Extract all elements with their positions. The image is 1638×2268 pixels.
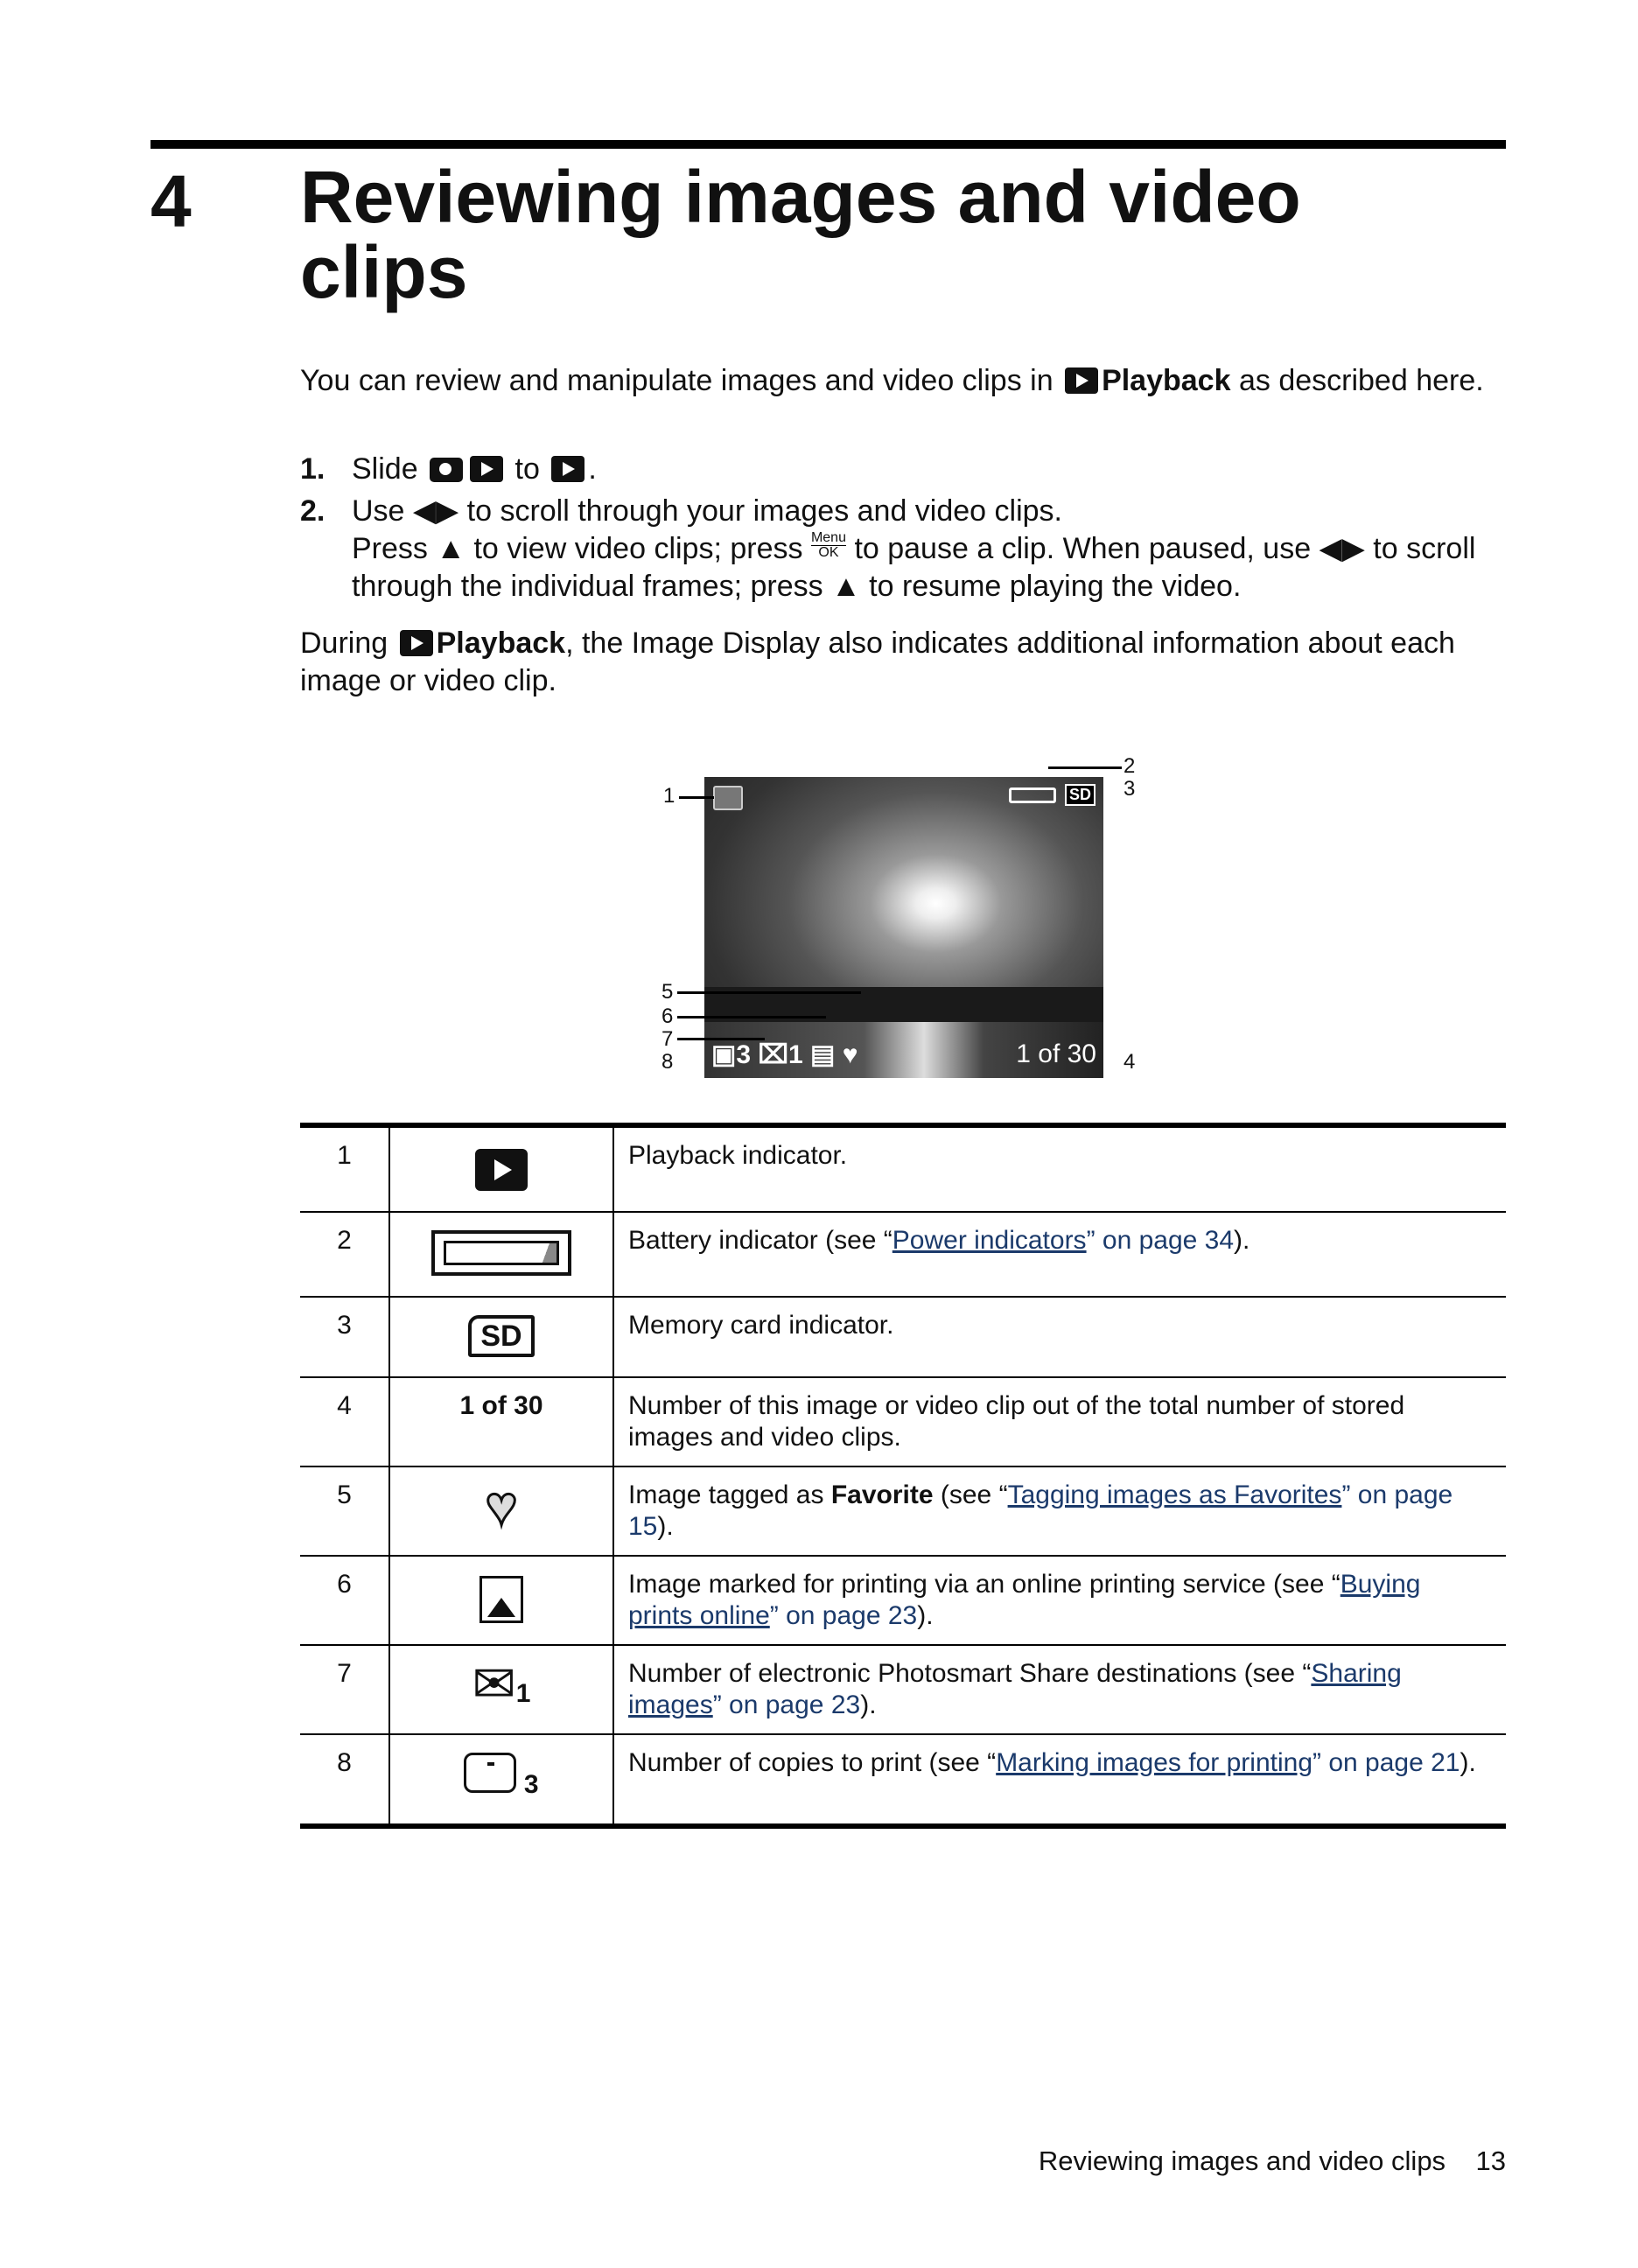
link-page: ” on page 21 (1312, 1748, 1460, 1777)
row-number: 1 (300, 1125, 389, 1212)
callout-4: 4 (1124, 1050, 1136, 1074)
callout-2: 2 (1124, 754, 1136, 778)
table-row (300, 1556, 1506, 1645)
row-description (613, 1212, 1506, 1297)
link-text[interactable]: Buying prints online (628, 1570, 1421, 1630)
step-text: Press ▲ to view video clips; press (352, 532, 803, 565)
step-number: 1. (300, 452, 326, 486)
desc-text: ). (860, 1690, 877, 1719)
online-print-icon (480, 1576, 523, 1623)
row-number: 2 (300, 1212, 389, 1297)
table-row (300, 1125, 1506, 1212)
row-description (613, 1466, 1506, 1556)
row-description: Memory card indicator. (613, 1297, 1506, 1377)
intro-bold: Playback (1102, 364, 1231, 397)
page-title (300, 156, 1525, 313)
table-row (300, 1377, 1506, 1466)
callout-5: 5 (662, 980, 674, 1004)
share-icon: ⌧ (758, 1040, 788, 1069)
link-text[interactable]: Tagging images as Favorites (1007, 1480, 1342, 1509)
step-text-line (352, 530, 1516, 568)
step-1 (300, 451, 325, 488)
during-paragraph (300, 625, 1516, 700)
desc-text: ). (657, 1512, 674, 1541)
callout-3: 3 (1124, 777, 1136, 801)
during-text: During (300, 626, 388, 660)
link-page: ” on page 15 (628, 1480, 1453, 1541)
icon-cell (389, 1645, 613, 1734)
row-number: 4 (300, 1377, 389, 1466)
link-text[interactable]: Marking images for printing (996, 1748, 1313, 1777)
playback-icon (713, 786, 743, 810)
link-page: ” on page 23 (712, 1690, 861, 1719)
step-2-text (352, 493, 1516, 606)
table-row (300, 1466, 1506, 1556)
menu-ok-icon (811, 531, 846, 560)
table-row (300, 1645, 1506, 1734)
camera-display-image (704, 777, 1103, 1078)
row-number: 7 (300, 1645, 389, 1734)
intro-text: as described here. (1238, 364, 1484, 397)
playback-icon (470, 456, 503, 482)
battery-icon (1009, 788, 1056, 803)
callout-1: 1 (663, 784, 676, 808)
desc-text: ). (1234, 1226, 1250, 1255)
printer-icon (464, 1753, 516, 1793)
battery-icon (431, 1230, 571, 1276)
heart-icon: ♥ (485, 1476, 518, 1536)
step-1-text (352, 451, 597, 488)
step-text: to pause a clip. When paused, use ◀▶ to scroll (854, 532, 1476, 565)
heart-icon: ♥ (842, 1040, 858, 1069)
during-text: , the Image Display also indicates additional information about each image or video clip. (300, 626, 1455, 697)
playback-icon (1065, 368, 1098, 394)
printer-icon: ▣ (711, 1040, 737, 1069)
intro-paragraph (300, 362, 1516, 400)
page-number: 13 (1475, 2146, 1506, 2176)
desc-text: ). (917, 1601, 934, 1630)
callout-line (677, 1038, 765, 1040)
intro-text: You can review and manipulate images and video clips in (300, 364, 1054, 397)
indicator-table (300, 1123, 1506, 1829)
desc-bold: Favorite (830, 1480, 934, 1509)
print-count: 3 (736, 1040, 752, 1069)
link-power-indicators[interactable] (892, 1226, 1234, 1255)
link-text[interactable]: Sharing images (628, 1659, 1402, 1719)
row-number: 3 (300, 1297, 389, 1377)
step-text: . (588, 452, 597, 486)
counter-example: 1 of 30 (389, 1377, 613, 1466)
callout-6: 6 (662, 1004, 674, 1028)
row-description: Playback indicator. (613, 1125, 1506, 1212)
step-2 (300, 493, 325, 530)
link-page: ” on page 34 (1086, 1226, 1235, 1255)
desc-text: Number of electronic Photosmart Share destinations (see “ (628, 1659, 1312, 1688)
row-description (613, 1556, 1506, 1645)
link-text[interactable]: Power indicators (892, 1226, 1087, 1255)
during-bold: Playback (436, 626, 566, 660)
icon-cell (389, 1212, 613, 1297)
share-count: 1 (788, 1040, 803, 1069)
sd-card-icon: SD (1065, 784, 1096, 806)
share-count: 1 (515, 1679, 531, 1708)
desc-text: Battery indicator (see “ (628, 1226, 892, 1255)
image-counter: 1 of 30 (1016, 1040, 1096, 1068)
step-text: Slide (352, 452, 418, 486)
row-number: 8 (300, 1734, 389, 1826)
chapter-rule (150, 140, 1506, 149)
sd-card-icon: SD (468, 1315, 534, 1357)
desc-text: Image tagged as (628, 1480, 831, 1509)
link-page: ” on page 23 (769, 1601, 918, 1630)
icon-cell (389, 1125, 613, 1212)
callout-line (1048, 766, 1122, 769)
icon-cell (389, 1556, 613, 1645)
step-text: through the individual frames; press ▲ to resume playing the video. (352, 570, 1242, 603)
table-row (300, 1734, 1506, 1826)
row-description (613, 1645, 1506, 1734)
desc-text: Number of copies to print (see “ (628, 1748, 997, 1777)
table-row (300, 1212, 1506, 1297)
step-text: to (514, 452, 540, 486)
row-number: 5 (300, 1466, 389, 1556)
step-number: 2. (300, 494, 326, 528)
print-count: 3 (523, 1770, 539, 1799)
row-description (613, 1734, 1506, 1826)
menu-label: Menu (810, 530, 846, 545)
page-footer (1039, 2146, 1506, 2177)
playback-icon (551, 456, 584, 482)
desc-text: (see “ (933, 1480, 1008, 1509)
icon-cell (389, 1734, 613, 1826)
callout-8: 8 (662, 1050, 674, 1074)
title-line: Reviewing images and video (300, 156, 1301, 238)
link-marking-images[interactable] (996, 1748, 1460, 1777)
camera-icon (430, 458, 463, 482)
icon-cell (389, 1297, 613, 1377)
icon-cell (389, 1466, 613, 1556)
callout-line (677, 991, 861, 994)
callout-line (677, 1016, 826, 1018)
callout-line (679, 796, 714, 799)
title-line: clips (300, 231, 468, 313)
step-text: Use ◀▶ to scroll through your images and video clips. (352, 494, 1062, 528)
desc-text: ). (1460, 1748, 1476, 1777)
row-number: 6 (300, 1556, 389, 1645)
desc-text: Image marked for printing via an online printing service (see “ (628, 1570, 1340, 1599)
row-description: Number of this image or video clip out of the total number of stored images and video clips. (613, 1377, 1506, 1466)
playback-icon (475, 1149, 528, 1191)
printer-count (711, 1040, 858, 1070)
share-icon: ✉ (472, 1655, 516, 1713)
ok-label: OK (818, 545, 839, 560)
online-print-icon: ▤ (810, 1040, 836, 1069)
chapter-number: 4 (150, 160, 192, 242)
playback-icon (400, 630, 433, 656)
table-row (300, 1297, 1506, 1377)
callout-7: 7 (662, 1027, 674, 1051)
footer-section: Reviewing images and video clips (1038, 2146, 1446, 2176)
